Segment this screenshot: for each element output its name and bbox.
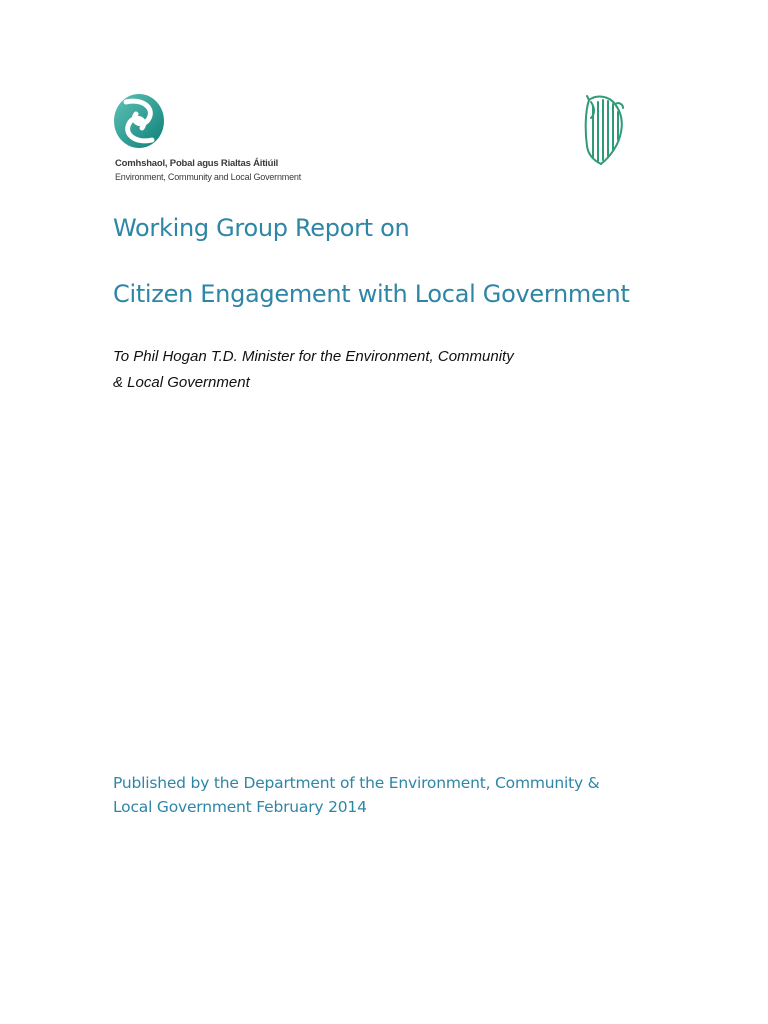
department-swirl-logo-icon [112,92,168,150]
report-title-line-1: Working Group Report on [113,214,410,242]
report-title-line-2: Citizen Engagement with Local Government [113,280,630,308]
department-logo [112,92,308,186]
harp-emblem-icon [579,92,629,168]
recipient-text [113,344,593,396]
recipient-line-2: & Local Government [113,374,250,391]
recipient-line-1: To Phil Hogan T.D. Minister for the Environment, Community [113,348,514,365]
publisher-text [113,771,633,819]
department-irish-name: Comhshaol, Pobal agus Rialtas Áitiúil [115,158,279,169]
department-english-name: Environment, Community and Local Government [115,172,301,182]
publisher-line-1: Published by the Department of the Environment, Community & [113,774,600,792]
publisher-line-2: Local Government February 2014 [113,798,367,816]
